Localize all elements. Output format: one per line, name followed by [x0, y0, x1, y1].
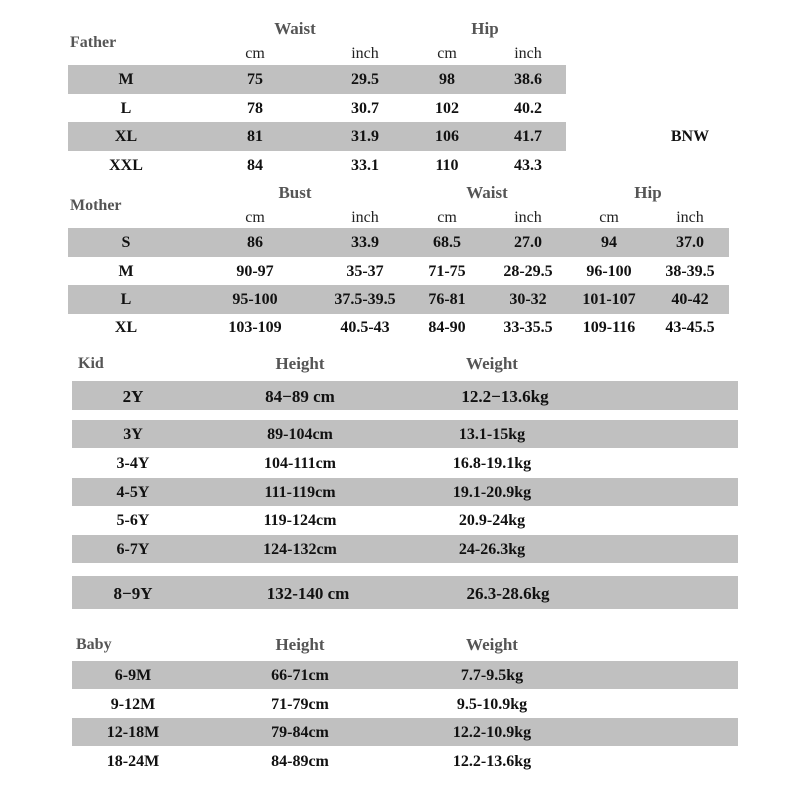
table-row-band — [72, 381, 738, 410]
mother-bust-header: Bust — [278, 183, 312, 202]
weight-cell: 12.2−13.6kg — [461, 387, 549, 406]
value-cell: 103-109 — [228, 319, 282, 336]
value-cell: 86 — [247, 234, 263, 251]
table-row-band — [72, 718, 738, 746]
size-cell: 6-9M — [114, 667, 152, 684]
baby-weight-header: Weight — [466, 635, 518, 654]
unit-label: inch — [514, 209, 542, 226]
value-cell: 68.5 — [433, 234, 461, 251]
height-cell: 111-119cm — [264, 484, 336, 501]
value-cell: 96-100 — [586, 263, 632, 280]
unit-label: inch — [351, 45, 379, 62]
value-cell: 106 — [435, 128, 459, 145]
mother-hip-header: Hip — [634, 183, 662, 202]
value-cell: 71-75 — [428, 263, 466, 280]
height-cell: 104-111cm — [264, 455, 336, 472]
height-cell: 84−89 cm — [265, 387, 335, 406]
value-cell: 94 — [601, 234, 617, 251]
size-cell: S — [121, 234, 131, 251]
size-cell: XL — [114, 128, 138, 145]
size-cell: M — [118, 263, 134, 280]
height-cell: 84-89cm — [271, 753, 329, 770]
value-cell: 75 — [247, 71, 263, 88]
height-cell: 71-79cm — [271, 696, 329, 713]
unit-label: cm — [437, 45, 457, 62]
value-cell: 84-90 — [428, 319, 466, 336]
unit-label: inch — [514, 45, 542, 62]
value-cell: 30.7 — [351, 100, 379, 117]
size-cell: 3-4Y — [116, 455, 150, 472]
table-row-band — [68, 65, 566, 94]
father-hip-header: Hip — [471, 19, 499, 38]
value-cell: 38.6 — [514, 71, 542, 88]
value-cell: 28-29.5 — [503, 263, 553, 280]
height-cell: 124-132cm — [263, 541, 337, 558]
size-cell: M — [118, 71, 134, 88]
value-cell: 31.9 — [351, 128, 379, 145]
size-cell: 18-24M — [106, 753, 160, 770]
size-cell: 9-12M — [110, 696, 156, 713]
father-title: Father — [70, 34, 117, 51]
weight-cell: 12.2-10.9kg — [452, 724, 532, 741]
weight-cell: 26.3-28.6kg — [466, 584, 550, 603]
height-cell: 119-124cm — [263, 512, 337, 529]
unit-label: cm — [599, 209, 619, 226]
value-cell: 40-42 — [671, 291, 709, 308]
size-cell: 2Y — [122, 387, 144, 406]
weight-cell: 24-26.3kg — [458, 541, 526, 558]
table-row-band — [72, 535, 738, 563]
weight-cell: 19.1-20.9kg — [452, 484, 532, 501]
value-cell: 109-116 — [582, 319, 636, 336]
mother-title: Mother — [70, 197, 122, 214]
weight-cell: 16.8-19.1kg — [452, 455, 532, 472]
value-cell: 27.0 — [514, 234, 542, 251]
weight-cell: 13.1-15kg — [458, 426, 526, 443]
value-cell: 37.0 — [676, 234, 704, 251]
weight-cell: 9.5-10.9kg — [456, 696, 528, 713]
table-row-band — [72, 478, 738, 506]
value-cell: 78 — [247, 100, 263, 117]
size-cell: 4-5Y — [116, 484, 150, 501]
weight-cell: 7.7-9.5kg — [460, 667, 524, 684]
value-cell: 30-32 — [509, 291, 547, 308]
size-cell: 12-18M — [106, 724, 160, 741]
value-cell: 81 — [247, 128, 263, 145]
baby-title: Baby — [76, 636, 112, 653]
unit-label: inch — [676, 209, 704, 226]
mother-waist-header: Waist — [466, 183, 508, 202]
table-row-band — [72, 420, 738, 448]
value-cell: 33-35.5 — [503, 319, 553, 336]
kid-height-header: Height — [275, 354, 325, 373]
size-cell: L — [120, 291, 132, 308]
size-cell: 3Y — [123, 426, 143, 443]
father-waist-header: Waist — [274, 19, 316, 38]
height-cell: 132-140 cm — [266, 584, 350, 603]
value-cell: 101-107 — [582, 291, 636, 308]
value-cell: 102 — [435, 100, 459, 117]
table-row-band — [72, 576, 738, 609]
table-row-band — [72, 661, 738, 689]
height-cell: 79-84cm — [271, 724, 329, 741]
value-cell: 40.5-43 — [340, 319, 390, 336]
weight-cell: 20.9-24kg — [458, 512, 526, 529]
size-cell: L — [120, 100, 132, 117]
bnw-label: BNW — [670, 128, 710, 145]
size-cell: 6-7Y — [116, 541, 150, 558]
unit-label: cm — [437, 209, 457, 226]
value-cell: 84 — [247, 157, 263, 174]
value-cell: 33.9 — [351, 234, 379, 251]
size-cell: 8−9Y — [113, 584, 153, 603]
value-cell: 41.7 — [514, 128, 542, 145]
table-row-band — [68, 228, 729, 257]
unit-label: cm — [245, 209, 265, 226]
unit-label: cm — [245, 45, 265, 62]
value-cell: 38-39.5 — [665, 263, 715, 280]
unit-label: inch — [351, 209, 379, 226]
kid-weight-header: Weight — [466, 354, 518, 373]
value-cell: 43-45.5 — [665, 319, 715, 336]
height-cell: 66-71cm — [271, 667, 329, 684]
size-cell: 5-6Y — [116, 512, 150, 529]
kid-title: Kid — [78, 355, 104, 372]
value-cell: 43.3 — [514, 157, 542, 174]
value-cell: 35-37 — [346, 263, 384, 280]
value-cell: 76-81 — [428, 291, 466, 308]
value-cell: 29.5 — [351, 71, 379, 88]
value-cell: 110 — [435, 157, 459, 174]
value-cell: 98 — [439, 71, 455, 88]
height-cell: 89-104cm — [267, 426, 333, 443]
value-cell: 90-97 — [236, 263, 274, 280]
value-cell: 95-100 — [232, 291, 278, 308]
weight-cell: 12.2-13.6kg — [452, 753, 532, 770]
baby-height-header: Height — [275, 635, 325, 654]
size-cell: XL — [114, 319, 138, 336]
value-cell: 40.2 — [514, 100, 542, 117]
value-cell: 37.5-39.5 — [334, 291, 396, 308]
value-cell: 33.1 — [351, 157, 379, 174]
table-row-band — [68, 122, 566, 151]
size-cell: XXL — [109, 157, 143, 174]
